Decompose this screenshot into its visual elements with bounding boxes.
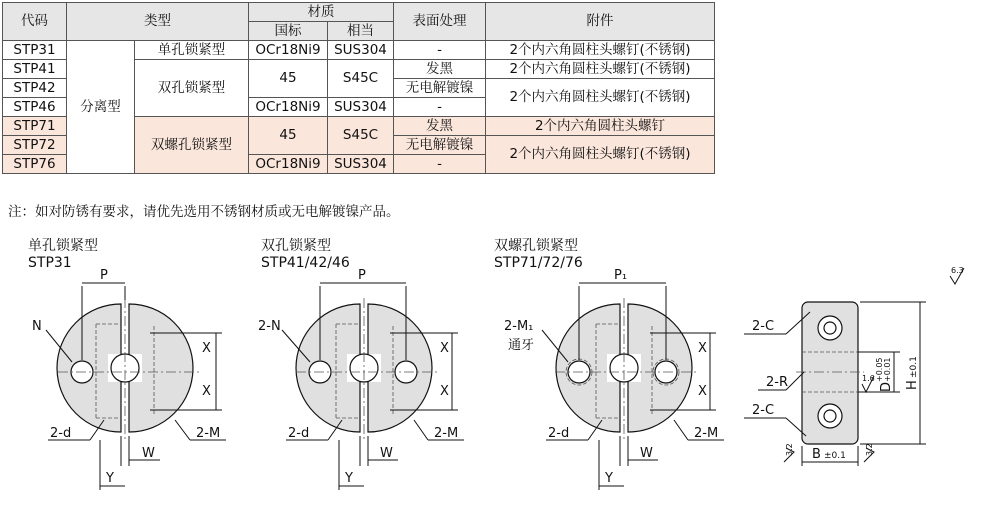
cell-type-single: 单孔锁紧型 — [135, 41, 249, 60]
cell-accessory: 2个内六角圆柱头螺钉(不锈钢) — [486, 79, 715, 117]
dim-c2-label: 2-C — [752, 403, 775, 418]
cell-surface: 无电解镀镍 — [394, 136, 486, 155]
cell-type-group: 分离型 — [67, 41, 135, 174]
dim-x-label: X — [440, 341, 449, 356]
cell-mat1: OCr18Ni9 — [249, 155, 328, 174]
dim-d-tol-lo: +0.01 — [883, 357, 892, 382]
cell-code: STP46 — [3, 98, 67, 117]
dim-h-tol: ±0.1 — [909, 356, 919, 378]
header-material-equiv: 相当 — [328, 22, 394, 41]
dim-d-label: 2-d — [548, 426, 570, 441]
dim-b-tol: ±0.1 — [824, 451, 846, 461]
cell-surface: - — [394, 155, 486, 174]
dim-w-label: W — [380, 446, 393, 461]
cell-mat2: S45C — [328, 60, 394, 98]
svg-text:6.3: 6.3 — [951, 266, 964, 275]
dim-thru-label: 通牙 — [508, 338, 535, 353]
dim-w-label: W — [640, 446, 653, 461]
collar-drawing-screw — [504, 268, 724, 490]
dim-x-label: X — [440, 384, 449, 399]
dim-p-label: P — [358, 268, 366, 283]
drawing-models: STP41/42/46 — [261, 255, 350, 271]
dim-p1-label: P₁ — [614, 268, 628, 283]
cell-code: STP41 — [3, 60, 67, 79]
cell-accessory: 2个内六角圆柱头螺钉(不锈钢) — [486, 136, 715, 174]
dim-x-label: X — [698, 384, 707, 399]
cell-mat2: S45C — [328, 117, 394, 155]
dim-y-label: Y — [106, 471, 114, 486]
cell-surface: - — [394, 41, 486, 60]
dim-b-label: B — [812, 447, 821, 462]
cell-code: STP42 — [3, 79, 67, 98]
dim-x-label: X — [698, 341, 707, 356]
cell-code: STP71 — [3, 117, 67, 136]
cell-mat2: SUS304 — [328, 41, 394, 60]
dim-y-label: Y — [605, 471, 613, 486]
cell-type-double: 双孔锁紧型 — [135, 60, 249, 117]
collar-drawing-double — [258, 268, 464, 490]
cell-code: STP76 — [3, 155, 67, 174]
collar-drawing-single — [32, 268, 226, 490]
roughness-symbol-top — [950, 266, 964, 284]
cell-surface: 无电解镀镍 — [394, 79, 486, 98]
cell-mat2: SUS304 — [328, 98, 394, 117]
cell-mat1: 45 — [249, 60, 328, 98]
dim-d-label: 2-d — [50, 426, 72, 441]
dim-y-label: Y — [345, 471, 353, 486]
cell-surface: - — [394, 98, 486, 117]
drawing-models: STP31 — [28, 255, 72, 271]
dim-m-label: 2-M — [694, 426, 719, 441]
cell-mat1: OCr18Ni9 — [249, 41, 328, 60]
note-text: 注：如对防锈有要求，请优先选用不锈钢材质或无电解镀镍产品。 — [8, 204, 400, 220]
dim-w-label: W — [142, 446, 155, 461]
header-material: 材质 — [249, 3, 394, 22]
header-accessory: 附件 — [486, 3, 715, 41]
cell-mat2: SUS304 — [328, 155, 394, 174]
collar-side-view — [744, 302, 926, 466]
cell-accessory: 2个内六角圆柱头螺钉 — [486, 117, 715, 136]
cell-accessory: 2个内六角圆柱头螺钉(不锈钢) — [486, 60, 715, 79]
drawing-models: STP71/72/76 — [494, 255, 583, 271]
dim-r-label: 2-R — [766, 375, 788, 390]
dim-n-label: 2-N — [258, 319, 281, 334]
cell-mat1: OCr18Ni9 — [249, 98, 328, 117]
cell-accessory: 2个内六角圆柱头螺钉(不锈钢) — [486, 41, 715, 60]
header-type: 类型 — [67, 3, 249, 41]
header-surface: 表面处理 — [394, 3, 486, 41]
cell-surface: 发黑 — [394, 117, 486, 136]
header-code: 代码 — [3, 3, 67, 41]
cell-code: STP31 — [3, 41, 67, 60]
cell-type-screw: 双螺孔锁紧型 — [135, 117, 249, 174]
dim-m-label: 2-M — [434, 426, 459, 441]
dim-n-label: N — [32, 319, 42, 334]
drawing-title: 单孔锁紧型 — [28, 238, 98, 254]
dim-m-label: 2-M — [196, 426, 221, 441]
cell-mat1: 45 — [249, 117, 328, 155]
dim-x-label: X — [202, 384, 211, 399]
dim-d-label: 2-d — [288, 426, 310, 441]
cell-surface: 发黑 — [394, 60, 486, 79]
dim-x-label: X — [202, 341, 211, 356]
drawing-title: 双螺孔锁紧型 — [494, 238, 578, 254]
dim-c1-label: 2-C — [752, 319, 775, 334]
dim-d-label-side: D — [879, 381, 894, 392]
dim-p-label: P — [100, 268, 108, 283]
header-material-jis: 国标 — [249, 22, 328, 41]
drawing-title: 双孔锁紧型 — [261, 238, 331, 254]
roughness-a: 3.2 — [785, 443, 794, 456]
dim-d-tol-up: +0.05 — [875, 357, 884, 382]
dim-h-label: H — [905, 380, 920, 390]
cell-code: STP72 — [3, 136, 67, 155]
roughness-small: 1.6 — [862, 374, 875, 383]
roughness-b: 3.2 — [865, 443, 874, 456]
dim-m1-label: 2-M₁ — [504, 319, 534, 334]
